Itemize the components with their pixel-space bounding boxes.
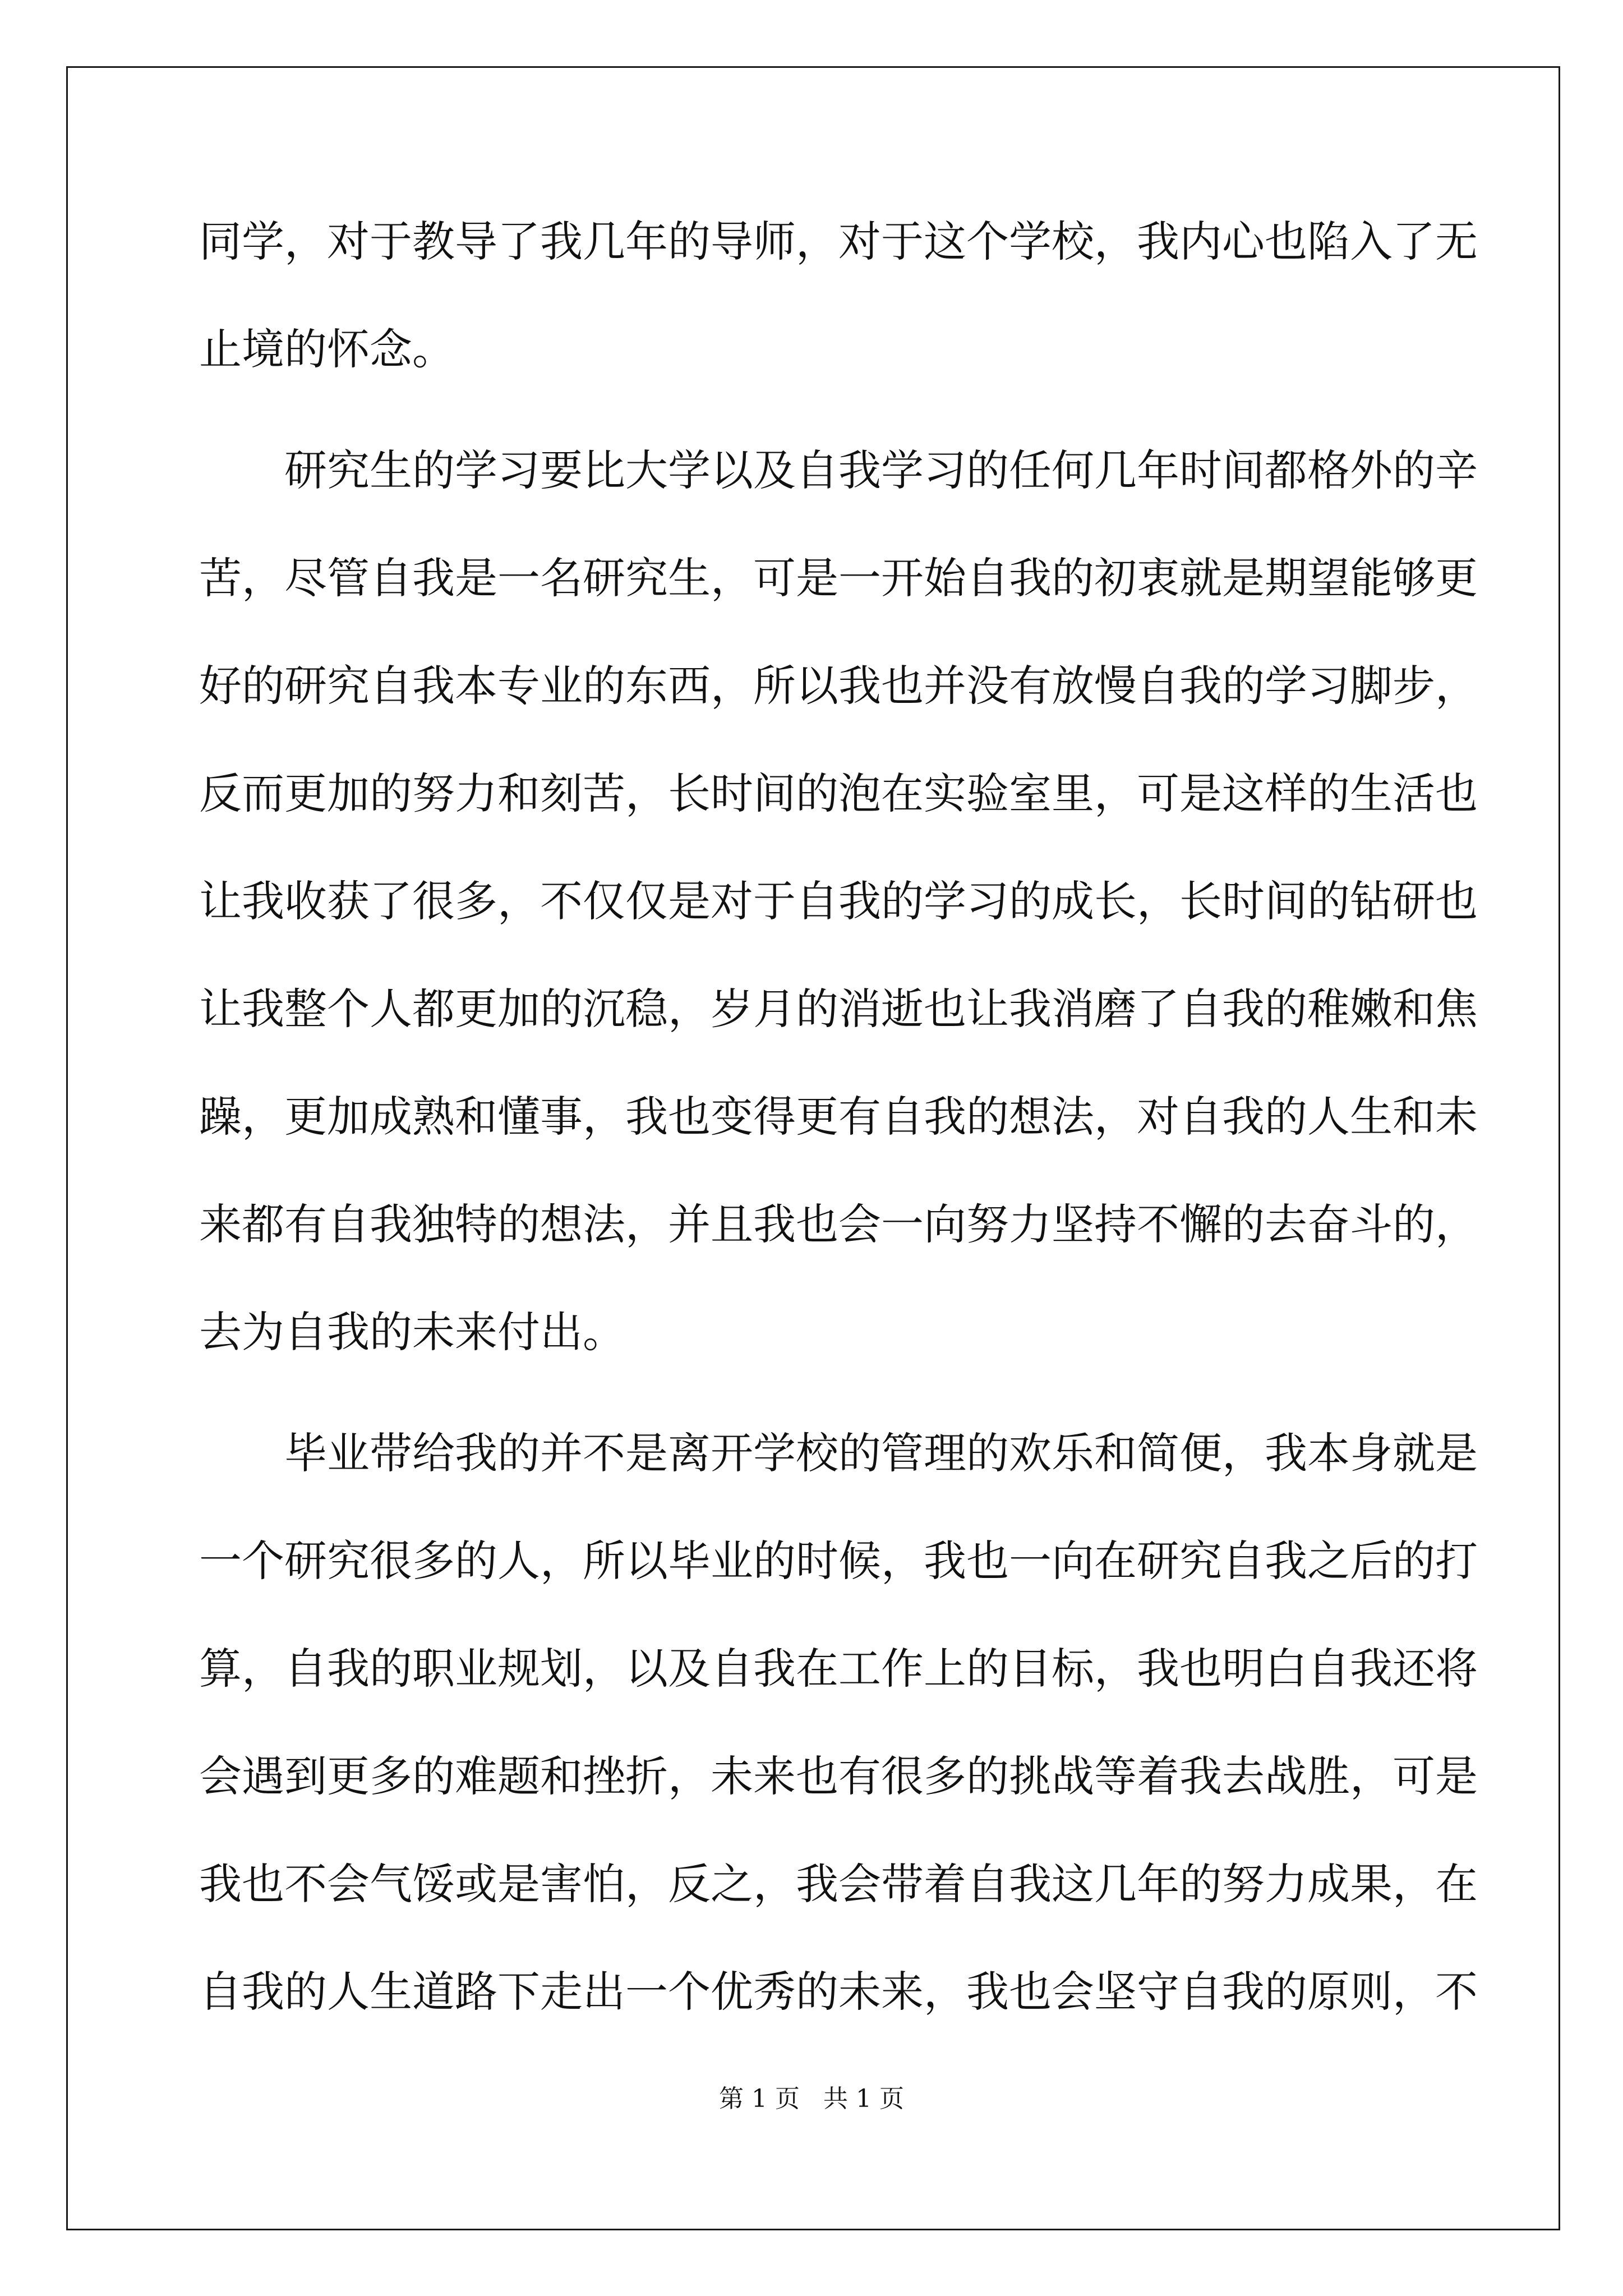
text-line: 止境的怀念。: [199, 324, 455, 374]
text-line: 毕业带给我的并不是离开学校的管理的欢乐和简便，我本身就是: [199, 1428, 1478, 1478]
text-line: 反而更加的努力和刻苦，长时间的泡在实验室里，可是这样的生活也: [199, 769, 1478, 818]
text-line: 研究生的学习要比大学以及自我学习的任何几年时间都格外的辛: [199, 445, 1478, 495]
text-line: 算，自我的职业规划，以及自我在工作上的目标，我也明白自我还将: [199, 1644, 1478, 1694]
text-line: 让我收获了很多，不仅仅是对于自我的学习的成长，长时间的钻研也: [199, 876, 1478, 926]
text-line: 好的研究自我本专业的东西，所以我也并没有放慢自我的学习脚步，: [199, 661, 1478, 711]
text-line: 我也不会气馁或是害怕，反之，我会带着自我这几年的努力成果，在: [199, 1859, 1478, 1909]
text-line: 去为自我的未来付出。: [199, 1307, 625, 1357]
text-line: 一个研究很多的人，所以毕业的时候，我也一向在研究自我之后的打: [199, 1536, 1478, 1586]
text-line: 自我的人生道路下走出一个优秀的未来，我也会坚守自我的原则，不: [199, 1967, 1478, 2017]
text-line: 同学，对于教导了我几年的导师，对于这个学校，我内心也陷入了无: [199, 217, 1478, 266]
text-line: 苦，尽管自我是一名研究生，可是一开始自我的初衷就是期望能够更: [199, 553, 1478, 603]
text-line: 会遇到更多的难题和挫折，未来也有很多的挑战等着我去战胜，可是: [199, 1751, 1478, 1801]
page-number-footer: 第 1 页 共 1 页: [719, 2085, 904, 2113]
text-line: 躁，更加成熟和懂事，我也变得更有自我的想法，对自我的人生和未: [199, 1092, 1478, 1142]
document-body: [199, 208, 1478, 2066]
text-line: 来都有自我独特的想法，并且我也会一向努力坚持不懈的去奋斗的，: [199, 1199, 1478, 1249]
text-line: 让我整个人都更加的沉稳，岁月的消逝也让我消磨了自我的稚嫩和焦: [199, 984, 1478, 1034]
